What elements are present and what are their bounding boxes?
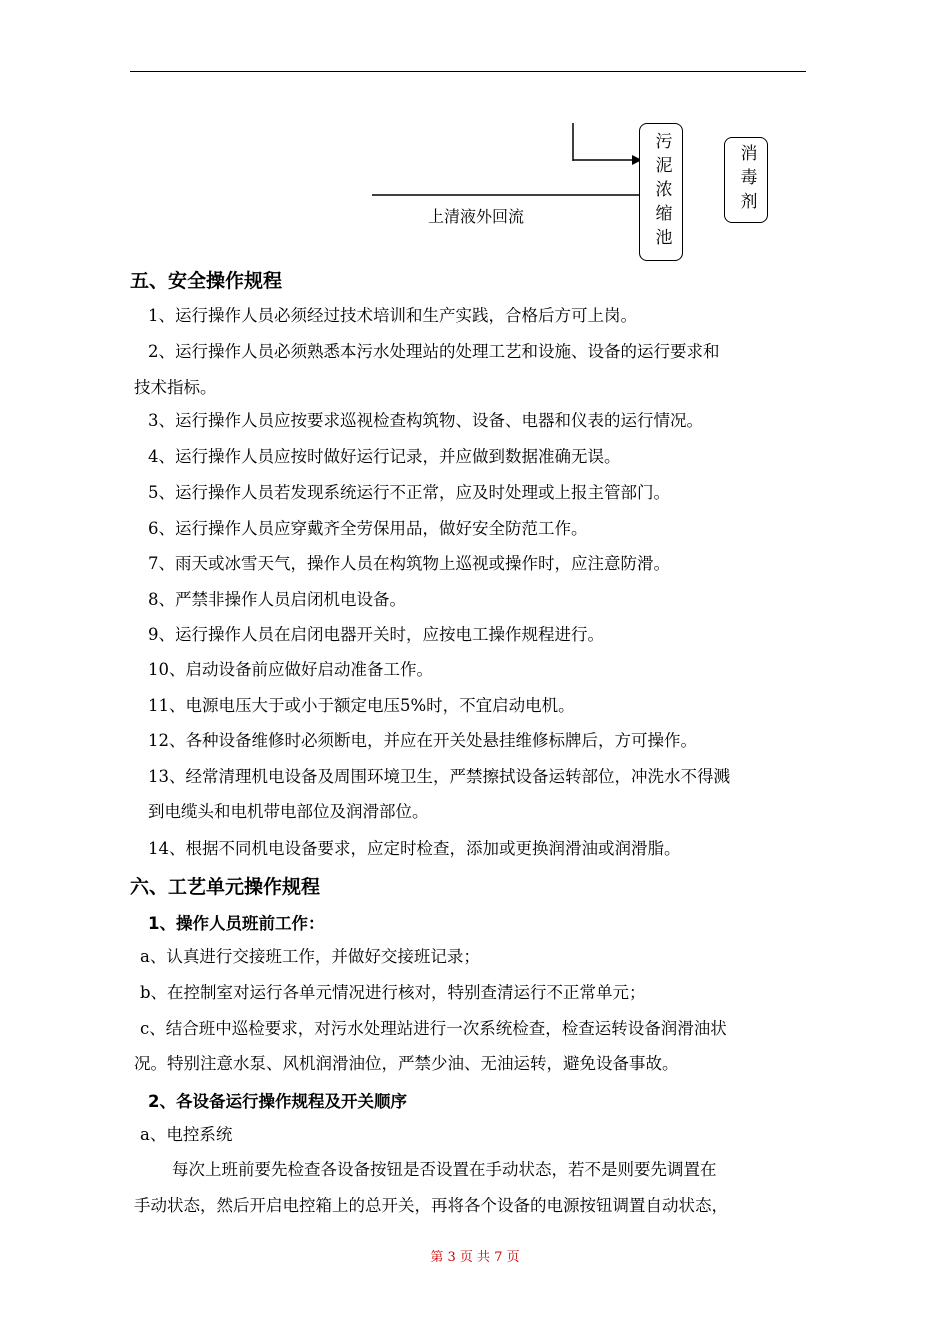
section5-line: 12、各种设备维修时必须断电，并应在开关处悬挂维修标牌后，方可操作。	[148, 731, 697, 750]
section5-line: 8、严禁非操作人员启闭机电设备。	[148, 590, 406, 609]
section6-line: 手动状态，然后开启电控箱上的总开关，再将各个设备的电源按钮调置自动状态，	[134, 1196, 728, 1215]
section5-line: 13、经常清理机电设备及周围环境卫生，严禁擦拭设备运转部位，冲洗水不得溅	[148, 767, 730, 786]
sludge-thickener-box	[639, 123, 683, 261]
page-footer: 第 3 页 共 7 页	[430, 1250, 520, 1265]
section6-subheading-1: 1、操作人员班前工作：	[148, 914, 325, 933]
section5-line: 10、启动设备前应做好启动准备工作。	[148, 660, 433, 679]
section6-line: b、在控制室对运行各单元情况进行核对，特别查清运行不正常单元；	[140, 983, 646, 1002]
section5-line: 技术指标。	[134, 378, 217, 397]
return-flow-label: 上清液外回流	[428, 207, 525, 226]
section6-line: a、电控系统	[140, 1125, 233, 1144]
disinfectant-box	[724, 137, 768, 223]
sludge-thickener-label: 污泥浓缩池	[651, 132, 672, 252]
section5-line: 9、运行操作人员在启闭电器开关时，应按电工操作规程进行。	[148, 625, 604, 644]
section5-line: 11、电源电压大于或小于额定电压5%时，不宜启动电机。	[148, 696, 575, 715]
section5-line: 到电缆头和电机带电部位及润滑部位。	[148, 802, 429, 821]
section5-line: 4、运行操作人员应按时做好运行记录，并应做到数据准确无误。	[148, 447, 621, 466]
section6-line: a、认真进行交接班工作，并做好交接班记录；	[140, 947, 480, 966]
section5-line: 2、运行操作人员必须熟悉本污水处理站的处理工艺和设施、设备的运行要求和	[148, 342, 720, 361]
section5-line: 6、运行操作人员应穿戴齐全劳保用品，做好安全防范工作。	[148, 519, 588, 538]
section6-line: 况。特别注意水泵、风机润滑油位，严禁少油、无油运转，避免设备事故。	[134, 1054, 679, 1073]
section6-heading: 六、工艺单元操作规程	[130, 876, 321, 898]
section5-line: 14、根据不同机电设备要求，应定时检查，添加或更换润滑油或润滑脂。	[148, 839, 681, 858]
section5-line: 3、运行操作人员应按要求巡视检查构筑物、设备、电器和仪表的运行情况。	[148, 411, 703, 430]
section5-line: 7、雨天或冰雪天气，操作人员在构筑物上巡视或操作时，应注意防滑。	[148, 554, 670, 573]
section6-line: 每次上班前要先检查各设备按钮是否设置在手动状态，若不是则要先调置在	[172, 1160, 717, 1179]
disinfectant-label: 消毒剂	[736, 144, 757, 216]
process-flow-diagram	[0, 0, 950, 280]
section6-line: c、结合班中巡检要求，对污水处理站进行一次系统检查，检查运转设备润滑油状	[140, 1019, 727, 1038]
section6-subheading-2: 2、各设备运行操作规程及开关顺序	[148, 1092, 407, 1111]
section5-line: 1、运行操作人员必须经过技术培训和生产实践，合格后方可上岗。	[148, 306, 637, 325]
section5-heading: 五、安全操作规程	[130, 270, 283, 292]
section5-line: 5、运行操作人员若发现系统运行不正常，应及时处理或上报主管部门。	[148, 483, 670, 502]
